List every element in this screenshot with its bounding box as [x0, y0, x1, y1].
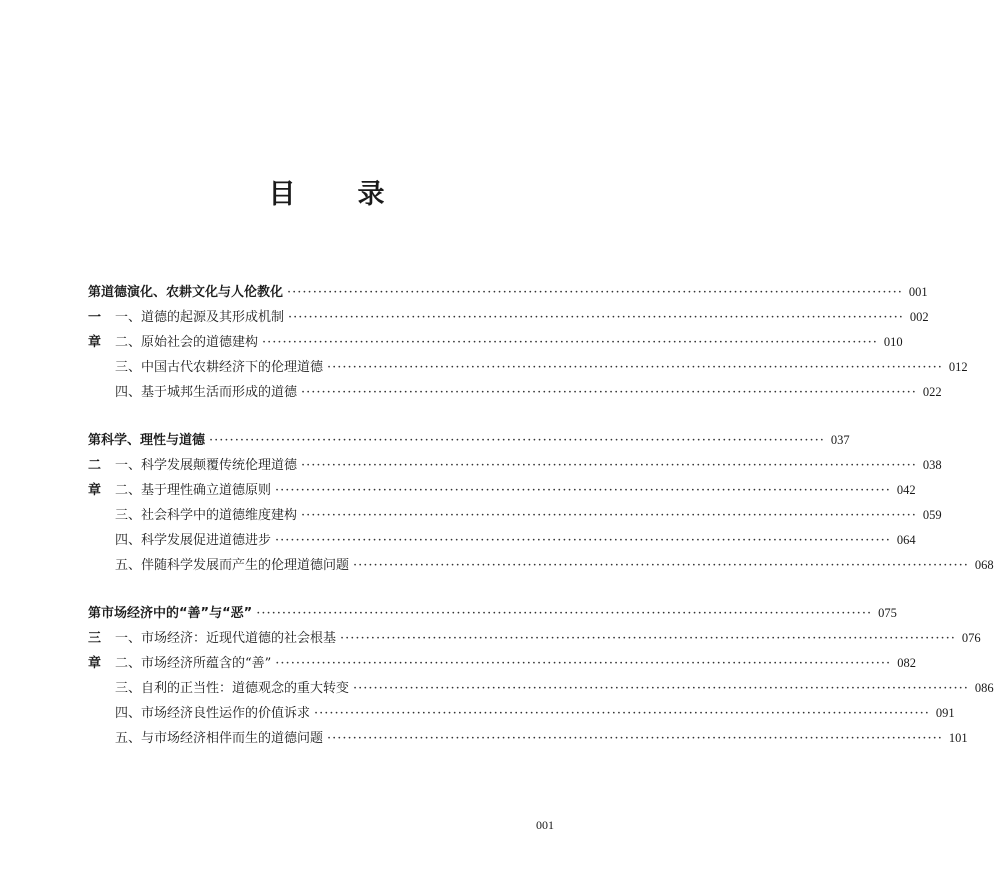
chapter-title: 市场经济中的“善”与“恶” [101, 606, 253, 621]
dot-leader: ························································································································ [301, 385, 917, 400]
section-title: 一、市场经济：近现代道德的社会根基 [115, 631, 337, 646]
dot-leader: ························································································································ [287, 285, 903, 300]
page-number: 064 [896, 533, 916, 547]
chapter-title: 道德演化、农耕文化与人伦教化 [101, 285, 284, 300]
chapter-1 [88, 280, 968, 405]
page-number: 075 [878, 606, 897, 620]
section-entry[interactable] [88, 553, 994, 578]
chapter-number: 第一章 [88, 285, 102, 350]
section-entry[interactable] [88, 380, 942, 405]
chapter-2 [88, 428, 994, 578]
dot-leader: ························································································································ [353, 681, 969, 696]
page-number: 022 [922, 385, 942, 399]
section-title: 三、自利的正当性：道德观念的重大转变 [115, 681, 350, 696]
dot-leader: ························································································································ [353, 558, 969, 573]
page-number: 076 [961, 631, 981, 645]
section-entry[interactable] [88, 478, 916, 503]
page-number: 101 [948, 731, 968, 745]
dot-leader: ························································································································ [314, 706, 930, 721]
page-number: 010 [883, 335, 903, 349]
page-title [0, 172, 653, 211]
page-number: 059 [922, 508, 942, 522]
section-title: 四、基于城邦生活而形成的道德 [115, 385, 298, 400]
chapter-number: 第二章 [88, 433, 102, 498]
dot-leader: ························································································································ [327, 360, 943, 375]
dot-leader: ························································································································ [275, 656, 892, 671]
dot-leader: ························································································································ [301, 458, 917, 473]
section-title: 一、科学发展颠覆传统伦理道德 [115, 458, 298, 473]
title-char-1: 目 [268, 179, 296, 210]
section-title: 五、与市场经济相伴而生的道德问题 [115, 731, 324, 746]
chapter-number: 第三章 [88, 606, 102, 671]
table-of-contents [88, 280, 994, 774]
page-number: 002 [909, 310, 929, 324]
section-entry[interactable] [88, 305, 929, 330]
footer-page-number: 001 [536, 818, 554, 832]
section-title: 二、原始社会的道德建构 [115, 335, 259, 350]
page-number: 082 [897, 656, 916, 670]
section-entry[interactable] [88, 355, 968, 380]
section-entry[interactable] [88, 528, 916, 553]
section-title: 四、科学发展促进道德进步 [115, 533, 272, 548]
section-title: 二、市场经济所蕴含的“善” [115, 656, 272, 671]
page-number: 086 [974, 681, 994, 695]
section-entry[interactable] [88, 330, 903, 355]
page-number: 042 [896, 483, 916, 497]
section-title: 四、市场经济良性运作的价值诉求 [115, 706, 311, 721]
section-entry[interactable] [88, 626, 981, 651]
dot-leader: ························································································································ [275, 483, 891, 498]
section-title: 二、基于理性确立道德原则 [115, 483, 272, 498]
title-char-2: 录 [357, 179, 385, 210]
page-number: 091 [935, 706, 955, 720]
section-entry[interactable] [88, 701, 955, 726]
section-title: 三、中国古代农耕经济下的伦理道德 [115, 360, 324, 375]
page-number: 068 [974, 558, 994, 572]
page-number: 038 [922, 458, 942, 472]
dot-leader: ························································································································ [262, 335, 878, 350]
section-entry[interactable] [88, 726, 968, 751]
section-title: 一、道德的起源及其形成机制 [115, 310, 285, 325]
chapter-3 [88, 601, 994, 751]
dot-leader: ························································································································ [340, 631, 956, 646]
section-title: 三、社会科学中的道德维度建构 [115, 508, 298, 523]
page-number: 001 [908, 285, 928, 299]
dot-leader: ························································································································ [288, 310, 904, 325]
section-entry[interactable] [88, 503, 942, 528]
chapter-title: 科学、理性与道德 [101, 433, 206, 448]
section-entry[interactable] [88, 453, 942, 478]
dot-leader: ························································································································ [275, 533, 891, 548]
dot-leader: ························································································································ [256, 606, 873, 621]
section-title: 五、伴随科学发展而产生的伦理道德问题 [115, 558, 350, 573]
dot-leader: ························································································································ [327, 731, 943, 746]
section-entry[interactable] [88, 651, 916, 676]
dot-leader: ························································································································ [209, 433, 825, 448]
section-entry[interactable] [88, 676, 994, 701]
page-number: 037 [830, 433, 850, 447]
page-number: 012 [948, 360, 968, 374]
dot-leader: ························································································································ [301, 508, 917, 523]
